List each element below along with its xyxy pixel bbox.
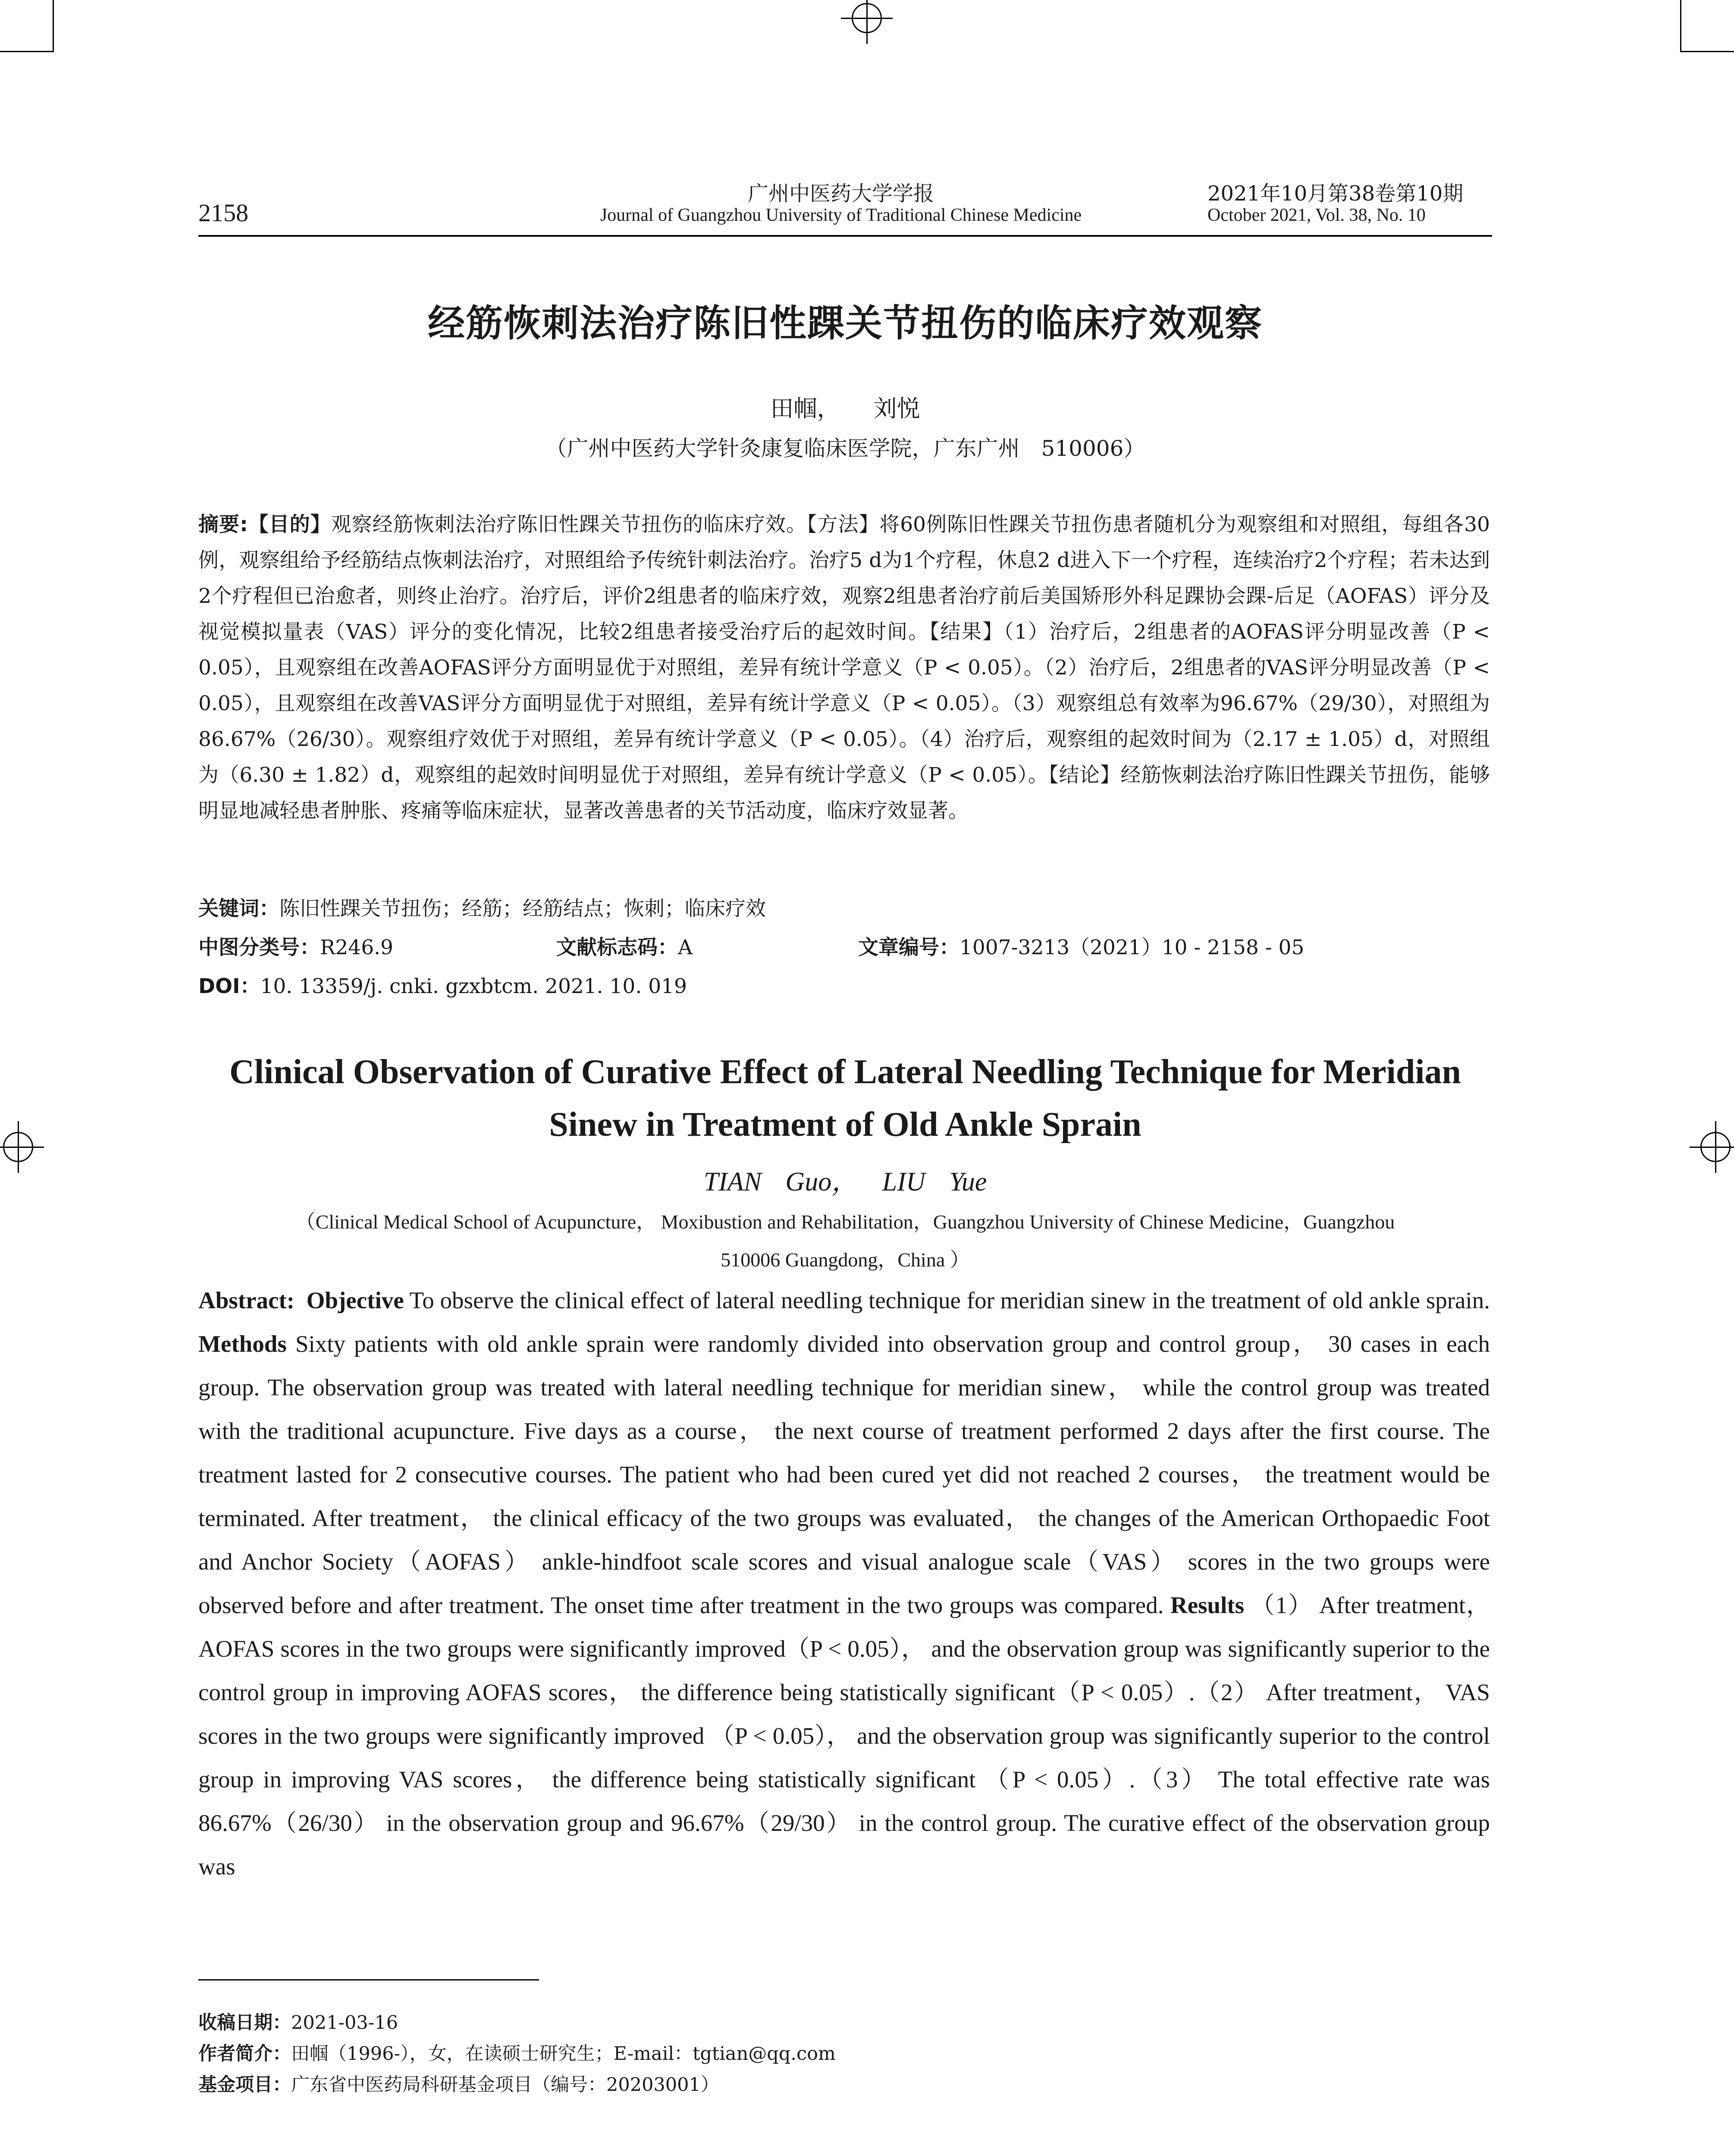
header-rule: [198, 235, 1492, 237]
keywords-text: 陈旧性踝关节扭伤；经筋；经筋结点；恢刺；临床疗效: [279, 897, 766, 921]
journal-name-cn: 广州中医药大学学报: [747, 182, 934, 206]
abstract-en-label: Abstract:: [198, 1287, 295, 1313]
results-label: Results: [1170, 1592, 1245, 1618]
clc-value: R246.9: [320, 936, 393, 959]
footnote-rule: [198, 1979, 539, 1981]
objective-text: To observe the clinical effect of lateral needling technique for meridian sinew in the treatment of old ankle sprain.: [409, 1287, 1490, 1313]
crop-mark: [53, 0, 54, 52]
article-title-cn: 经筋恢刺法治疗陈旧性踝关节扭伤的临床疗效观察: [428, 302, 1263, 345]
abstract-cn-label: 摘要:【目的】: [198, 513, 331, 536]
clc-label: 中图分类号：: [198, 936, 320, 959]
received-date: 收稿日期：2021-03-16: [198, 2012, 398, 2034]
fund-info: 基金项目：广东省中医药局科研基金项目（编号：20203001）: [198, 2074, 719, 2096]
crop-mark: [0, 51, 54, 52]
doc-code-label: 文献标志码：: [556, 936, 678, 959]
abstract-en: [198, 1279, 1490, 1888]
classification-line: [198, 931, 1304, 960]
article-number-label: 文章编号：: [858, 936, 960, 959]
methods-label: Methods: [198, 1331, 287, 1357]
article-number-value: 1007-3213（2021）10 - 2158 - 05: [960, 936, 1304, 959]
doi-label: DOI：: [198, 975, 260, 998]
article-title-en: Clinical Observation of Curative Effect of Lateral Needling Technique for Meridian Sinew in Treatment of Old Ankle Sprain: [229, 1053, 1461, 1144]
doi-value: 10. 13359/j. cnki. gzxbtcm. 2021. 10. 019: [260, 975, 687, 998]
journal-name-en: Journal of Guangzhou University of Traditional Chinese Medicine: [600, 205, 1082, 225]
affiliation-cn: （广州中医药大学针灸康复临床医学院，广东广州 510006）: [545, 436, 1145, 461]
affiliation-en: （Clinical Medical School of Acupuncture， Moxibustion and Rehabilitation，Guangzhou University of Chinese Medicine，Guangzhou 510006 Guangdong，China ）: [295, 1211, 1395, 1271]
crop-mark: [1680, 51, 1734, 52]
author-bio: 作者简介：田帼（1996-），女，在读硕士研究生；E-mail：tgtian@qq.com: [198, 2043, 836, 2065]
methods-text: Sixty patients with old ankle sprain were randomly divided into observation group and control group， 30 cases in each group. The observation group was treated with lateral needling technique for meridian sinew， while the control group was treated with the traditional acupuncture. Five days as a course， the next course of treatment performed 2 days after the first course. The treatment lasted for 2 consecutive courses. The patient who had been cured yet did not reached 2 courses， the treatment would be terminated. After treatment， the clinical efficacy of the two groups was evaluated， the changes of the American Orthopaedic Foot and Anchor Society（AOFAS） ankle-hindfoot scale scores and visual analogue scale（VAS） scores in the two groups were observed before and after treatment. The onset time after treatment in the two groups was compared.: [198, 1331, 1490, 1618]
abstract-cn: [198, 507, 1490, 829]
issue-info-en: October 2021, Vol. 38, No. 10: [1207, 205, 1426, 225]
page-number: 2158: [198, 199, 248, 227]
registration-mark-icon: [0, 1121, 44, 1173]
authors-en: TIAN Guo， LIU Yue: [703, 1167, 987, 1197]
doc-code-value: A: [678, 936, 693, 959]
keywords-label: 关键词：: [198, 897, 279, 921]
footnotes: [198, 2007, 836, 2100]
results-text: （1） After treatment， AOFAS scores in the two groups were significantly improved（P < 0.05）， and the observation group was significantly superior to the control group in improving AOFAS scores， the difference being statistically significant（P < 0.05）.（2） After treatment， VAS scores in the two groups were significantly improved （P < 0.05）， and the observation group was significantly superior to the control group in improving VAS scores， the difference being statistically significant （P < 0.05）.（3） The total effective rate was 86.67%（26/30） in the observation group and 96.67%（29/30） in the control group. The curative effect of the observation group was: [198, 1592, 1490, 1880]
abstract-cn-text: 观察经筋恢刺法治疗陈旧性踝关节扭伤的临床疗效。【方法】将60例陈旧性踝关节扭伤患者随机分为观察组和对照组，每组各30例，观察组给予经筋结点恢刺法治疗，对照组给予传统针刺法治疗。治疗5 d为1个疗程，休息2 d进入下一个疗程，连续治疗2个疗程；若未达到2个疗程但已治愈者，则终止治疗。治疗后，评价2组患者的临床疗效，观察2组患者治疗前后美国矫形外科足踝协会踝-后足（AOFAS）评分及视觉模拟量表（VAS）评分的变化情况，比较2组患者接受治疗后的起效时间。【结果】（1）治疗后，2组患者的AOFAS评分明显改善（P < 0.05），且观察组在改善AOFAS评分方面明显优于对照组，差异有统计学意义（P < 0.05）。（2）治疗后，2组患者的VAS评分明显改善（P < 0.05），且观察组在改善VAS评分方面明显优于对照组，差异有统计学意义（P < 0.05）。（3）观察组总有效率为96.67%（29/30），对照组为86.67%（26/30）。观察组疗效优于对照组，差异有统计学意义（P < 0.05）。（4）治疗后，观察组的起效时间为（2.17 ± 1.05）d，对照组为（6.30 ± 1.82）d，观察组的起效时间明显优于对照组，差异有统计学意义（P < 0.05）。【结论】经筋恢刺法治疗陈旧性踝关节扭伤，能够明显地减轻患者肿胀、疼痛等临床症状，显著改善患者的关节活动度，临床疗效显著。: [198, 513, 1490, 823]
keywords-cn: [198, 893, 1492, 921]
objective-label: Objective: [306, 1287, 404, 1313]
doi-line: [198, 970, 687, 999]
authors-cn: 田帼， 刘悦: [770, 395, 920, 422]
registration-mark-icon: [841, 0, 893, 44]
issue-info-cn: 2021年10月第38卷第10期: [1207, 182, 1464, 206]
crop-mark: [1680, 0, 1681, 52]
registration-mark-icon: [1690, 1121, 1734, 1173]
